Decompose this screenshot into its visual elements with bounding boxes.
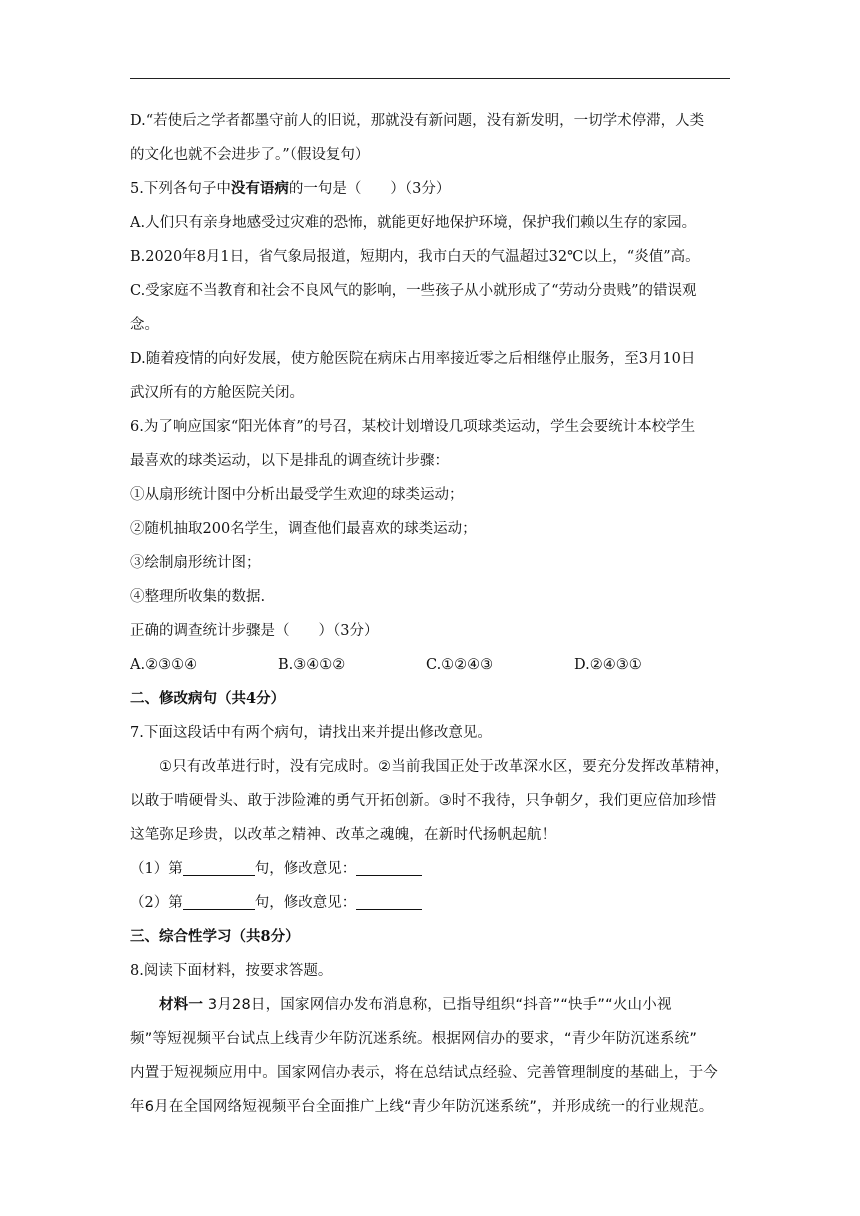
q5-option-d-line1: D.随着疫情的向好发展，使方舱医院在病床占用率接近零之后相继停止服务，至3月10日 [130, 351, 696, 367]
exam-page [130, 104, 735, 1124]
q6-stem-line1: 6.为了响应国家“阳光体育”的号召，某校计划增设几项球类运动，学生会要统计本校学生 [130, 419, 696, 435]
q8-material-line3: 内置于短视频应用中。国家网信办表示，将在总结试点经验、完善管理制度的基础上，于今 [130, 1065, 718, 1081]
q6-step-2: ②随机抽取200名学生，调查他们最喜欢的球类运动； [130, 521, 477, 537]
q6-options [130, 648, 735, 682]
q7-answer-2-middle: 句，修改意见： [254, 895, 357, 911]
header-rule [130, 78, 730, 79]
q4-option-d-line2: 的文化也就不会进步了。”（假设复句） [130, 147, 370, 163]
q7-answer-1-sentence-blank[interactable] [183, 859, 255, 876]
material-1-label: 材料一 [159, 997, 204, 1013]
q6-option-b: B.③④①② [278, 657, 346, 673]
q5-stem [130, 172, 735, 206]
q4-option-d-line1: D.“若使后之学者都墨守前人的旧说，那就没有新问题，没有新发明，一切学术停滞，人类 [130, 113, 705, 129]
q5-option-c-line1: C.受家庭不当教育和社会不良风气的影响，一些孩子从小就形成了“劳动分贵贱”的错误观 [130, 283, 697, 299]
q7-passage-line3: 这笔弥足珍贵，以改革之精神、改革之魂魄，在新时代扬帆起航！ [130, 827, 557, 843]
q6-stem-line2: 最喜欢的球类运动，以下是排乱的调查统计步骤： [130, 453, 449, 469]
q8-material-line1 [130, 988, 735, 1022]
q7-answer-2-prefix: （2）第 [130, 895, 183, 911]
q6-question: 正确的调查统计步骤是（ ）（3分） [130, 623, 379, 639]
q7-passage-line2: 以敢于啃硬骨头、敢于涉险滩的勇气开拓创新。③时不我待，只争朝夕，我们更应倍加珍惜 [130, 793, 717, 809]
q5-option-c-line2: 念。 [130, 317, 159, 333]
q6-option-a: A.②③①④ [130, 657, 198, 673]
q6-step-4: ④整理所收集的数据. [130, 589, 266, 605]
section-3-heading: 三、综合性学习（共8分） [130, 928, 300, 945]
q6-step-1: ①从扇形统计图中分析出最受学生欢迎的球类运动； [130, 487, 464, 503]
q7-answer-2-sentence-blank[interactable] [183, 893, 255, 910]
q5-stem-emphasis: 没有语病 [230, 180, 289, 197]
q7-answer-1-suggestion-blank[interactable] [356, 859, 422, 876]
section-2-heading: 二、修改病句（共4分） [130, 690, 286, 707]
q5-option-d-line2: 武汉所有的方舱医院关闭。 [130, 385, 304, 401]
q8-material-line4: 年6月在全国网络短视频平台全面推广上线“青少年防沉迷系统”，并形成统一的行业规范。 [130, 1099, 714, 1115]
q6-option-d: D.②④③① [574, 657, 642, 673]
q5-option-a: A.人们只有亲身地感受过灾难的恐怖，就能更好地保护环境，保护我们赖以生存的家园。 [130, 215, 697, 231]
q6-step-3: ③绘制扇形统计图； [130, 555, 261, 571]
material-1-text: 3月28日，国家网信办发布消息称，已指导组织“抖音”“快手”“火山小视 [207, 997, 672, 1013]
q7-answer-2-suggestion-blank[interactable] [356, 893, 422, 910]
q8-material-line2: 频”等短视频平台试点上线青少年防沉迷系统。根据网信办的要求，“青少年防沉迷系统” [130, 1031, 698, 1047]
q5-stem-prefix: 5.下列各句子中 [130, 181, 231, 197]
q5-stem-suffix: 的一句是（ ）（3分） [288, 181, 451, 197]
q8-stem: 8.阅读下面材料，按要求答题。 [130, 963, 333, 979]
q7-stem: 7.下面这段话中有两个病句，请找出来并提出修改意见。 [130, 725, 492, 741]
q7-passage-line1: ①只有改革进行时，没有完成时。②当前我国正处于改革深水区，要充分发挥改革精神， [159, 759, 730, 775]
q7-answer-2 [130, 886, 735, 920]
q7-answer-1-prefix: （1）第 [130, 861, 183, 877]
q7-answer-1-middle: 句，修改意见： [254, 861, 357, 877]
q6-option-c: C.①②④③ [426, 657, 494, 673]
q7-answer-1 [130, 852, 735, 886]
q5-option-b: B.2020年8月1日，省气象局报道，短期内，我市白天的气温超过32℃以上，“炎值”高。 [130, 249, 700, 265]
